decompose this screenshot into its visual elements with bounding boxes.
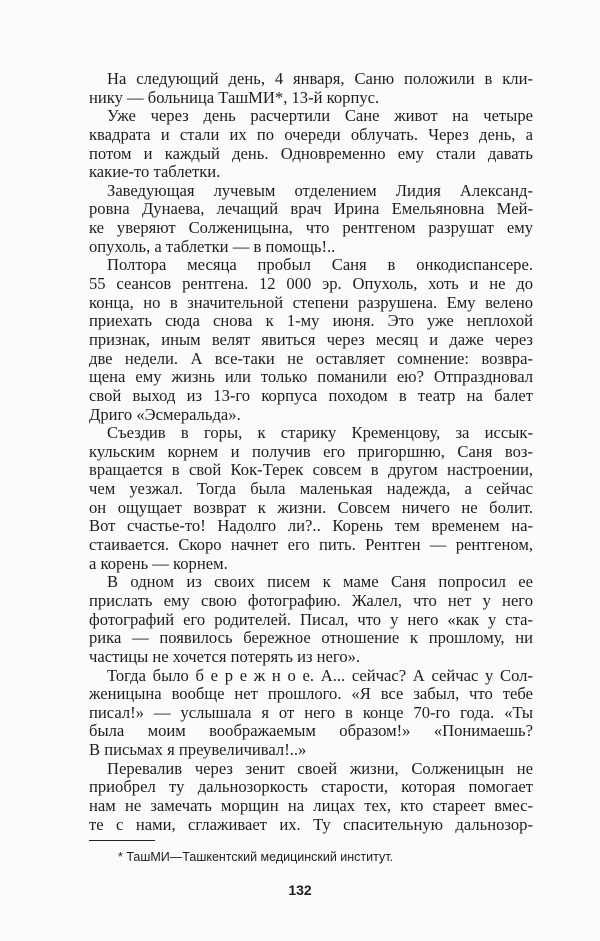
- text-line: Уже через день расчертили Сане живот на четыре: [107, 106, 533, 126]
- text-line: щена ему жизнь или только поманили ею? Отпраздновал: [89, 367, 533, 387]
- paragraph: [89, 70, 533, 107]
- text-line: а корень — корнем.: [89, 553, 228, 573]
- text-line: 55 сеансов рентгена. 12 000 эр. Опухоль, хоть и не до: [89, 274, 533, 294]
- text-line: опухоль, а таблетки — в помощь!..: [89, 236, 336, 256]
- paragraph: [89, 760, 533, 835]
- text-line: Тогда было б е р е ж н о е. А... сейчас? А сейчас у Сол-: [107, 665, 533, 685]
- text-line: приехать сюда снова к 1-му июня. Это уже неплохой: [89, 311, 533, 331]
- text-line: ровна Дунаева, лечащий врач Ирина Емельяновна Мей-: [89, 199, 533, 219]
- text-line: квадрата и стали их по очереди облучать. Через день, а: [89, 124, 533, 144]
- text-line: частицы не хочется потерять из него».: [89, 646, 361, 666]
- paragraph: [89, 107, 533, 182]
- text-line: стаивается. Скоро начнет его пить. Рентген — рентгеном,: [89, 535, 533, 555]
- text-line: фотографий его родителей. Писал, что у него «как у ста-: [89, 609, 533, 629]
- text-line: нику — больница ТашМИ*, 13-й корпус.: [89, 87, 380, 107]
- text-line: потом и каждый день. Одновременно ему стали давать: [89, 143, 533, 163]
- page-number: 132: [288, 882, 312, 898]
- paragraph: [89, 424, 533, 573]
- text-line: конца, но в значительной степени разрушена. Ему велено: [89, 292, 533, 312]
- text-line: он ощущает возврат к жизни. Совсем ничего не болит.: [89, 497, 533, 517]
- text-line: На следующий день, 4 января, Саню положили в кли-: [107, 69, 533, 88]
- paragraph: [89, 182, 533, 257]
- text-line: две недели. А все-таки не оставляет сомнение: возвра-: [89, 348, 533, 368]
- text-line: чем уезжал. Тогда была маленькая надежда, а сейчас: [89, 479, 533, 499]
- text-line: приобрел ту дальнозоркость старости, которая помогает: [89, 777, 533, 797]
- footnote-divider: [89, 840, 155, 841]
- text-line: Заведующая лучевым отделением Лидия Александ-: [107, 180, 533, 200]
- text-line: кульским корнем и получив его пригоршню, Саня воз-: [89, 441, 533, 461]
- text-line: В одном из своих писем к маме Саня попросил ее: [107, 572, 533, 592]
- paragraph: [89, 256, 533, 424]
- paragraph: [89, 667, 533, 760]
- text-line: В письмах я преувеличивал!..»: [89, 740, 307, 760]
- text-line: Вот счастье-то! Надолго ли?.. Корень тем временем на-: [89, 516, 533, 536]
- text-line: ке уверяют Солженицына, что рентгеном разрушат ему: [89, 218, 533, 238]
- text-line: была моим воображаемым образом!» «Понимаешь?: [89, 721, 533, 741]
- text-line: писал!» — услышала я от него в конце 70-го года. «Ты: [89, 702, 533, 722]
- paragraph: [89, 573, 533, 666]
- text-line: прислать ему свою фотографию. Жалел, что нет у него: [89, 590, 533, 610]
- text-line: признак, иным велят явиться через месяц и даже через: [89, 329, 533, 349]
- text-line: Перевалив через зенит своей жизни, Солженицын не: [107, 758, 533, 778]
- text-line: Съездив в горы, к старику Кременцову, за иссык-: [107, 423, 533, 443]
- text-line: те с нами, сглаживает их. Ту спасительную дальнозор-: [89, 814, 533, 834]
- text-line: Дриго «Эсмеральда».: [89, 404, 241, 424]
- text-line: Полтора месяца пробыл Саня в онкодиспансере.: [107, 255, 533, 275]
- footnote: * ТашМИ—Ташкентский медицинский институт.: [118, 850, 394, 864]
- text-line: свой выход из 13-го корпуса походом в театр на балет: [89, 385, 533, 405]
- text-line: какие-то таблетки.: [89, 162, 221, 182]
- text-line: нам не замечать морщин на лицах тех, кто стареет вмес-: [89, 795, 533, 815]
- text-line: вращается в свой Кок-Терек совсем в другом настроении,: [89, 460, 533, 480]
- text-line: рика — появилось бережное отношение к прошлому, ни: [89, 628, 533, 648]
- body-text: [89, 70, 533, 834]
- text-line: женицына вообще нет прошлого. «Я все забыл, что тебе: [89, 684, 533, 704]
